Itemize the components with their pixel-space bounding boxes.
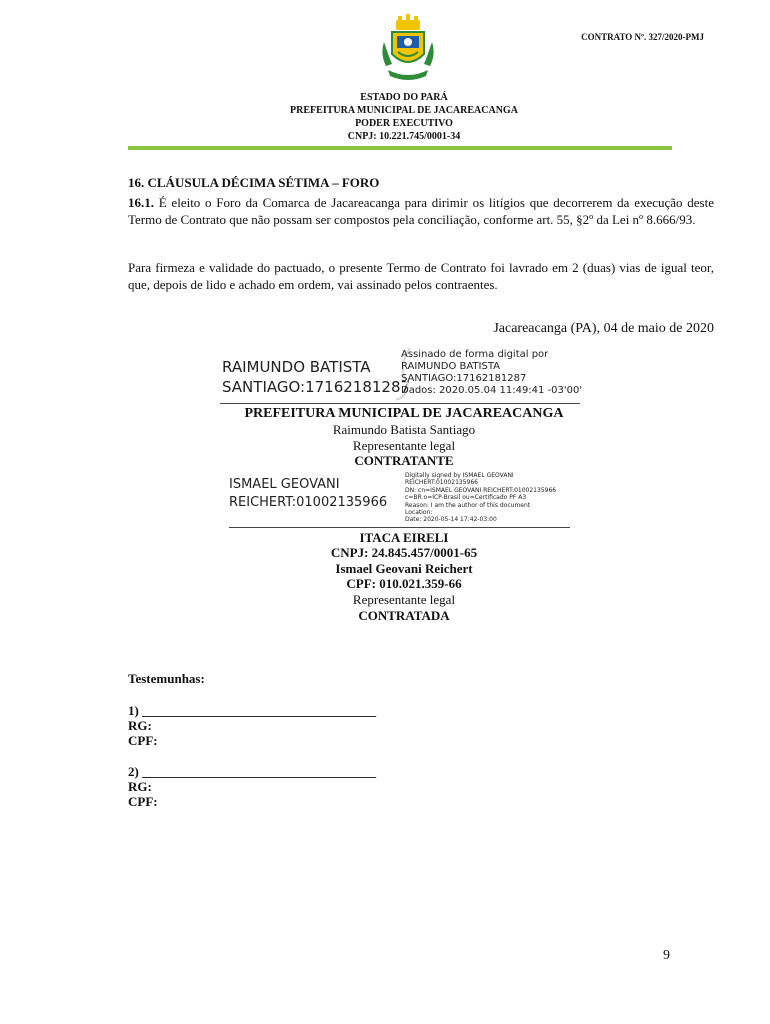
signature2-line bbox=[229, 527, 570, 528]
signature1-line bbox=[220, 403, 580, 404]
municipal-seal-icon bbox=[378, 14, 438, 84]
contratada-cnpj: CNPJ: 24.845.457/0001-65 bbox=[330, 545, 478, 560]
header-cnpj: CNPJ: 10.221.745/0001-34 bbox=[347, 131, 461, 142]
clause-item bbox=[128, 194, 714, 228]
contratante-person: Raimundo Batista Santiago bbox=[332, 422, 476, 437]
contratante-label: CONTRATANTE bbox=[354, 453, 454, 468]
witness2-cpf: CPF: bbox=[128, 794, 158, 809]
contratante-entity: PREFEITURA MUNICIPAL DE JACAREACANGA bbox=[244, 406, 564, 421]
clause-item-number: 16.1. bbox=[128, 195, 154, 210]
witness1-rg: RG: bbox=[128, 718, 152, 733]
signature2-name: ISMAEL GEOVANI REICHERT:01002135966 bbox=[229, 477, 388, 510]
state-name: ESTADO DO PARÁ bbox=[360, 92, 448, 103]
place-date: Jacareacanga (PA), 04 de maio de 2020 bbox=[493, 321, 714, 336]
witness1-line: 1) ____________________________________ bbox=[128, 703, 377, 718]
header-divider bbox=[128, 146, 672, 150]
signature2-certificate: Digitally signed by ISMAEL GEOVANI REICHERT:01002135966 DN: cn=ISMAEL GEOVANI REICHERT:01002135966 c=BR o=ICP-Brasil ou=Certificado PF A3 Reason: I am the author of this document Location: Date: 2020-05-14 17:42-03:00 bbox=[405, 472, 557, 524]
contratada-cpf: CPF: 010.021.359-66 bbox=[346, 576, 462, 591]
signature1-name: RAIMUNDO BATISTA SANTIAGO:17162181287 bbox=[222, 358, 411, 396]
contratante-role: Representante legal bbox=[352, 438, 456, 453]
witnesses-title: Testemunhas: bbox=[128, 671, 205, 686]
municipality-name: PREFEITURA MUNICIPAL DE JACAREACANGA bbox=[290, 105, 518, 116]
contratada-role: Representante legal bbox=[352, 592, 456, 607]
contract-number: CONTRATO Nº. 327/2020-PMJ bbox=[581, 32, 704, 42]
witness2-rg: RG: bbox=[128, 779, 152, 794]
page-number: 9 bbox=[663, 948, 670, 963]
clause-title: 16. CLÁUSULA DÉCIMA SÉTIMA – FORO bbox=[128, 175, 380, 190]
branch-name: PODER EXECUTIVO bbox=[355, 118, 453, 129]
witness1-cpf: CPF: bbox=[128, 733, 158, 748]
clause-item-text: É eleito o Foro da Comarca de Jacareacanga para dirimir os litígios que decorrerem da execução deste Termo de Contrato que não possam ser compostos pela conciliação, conforme art. 55, §2º da Lei nº 8.666/93. bbox=[128, 195, 714, 227]
contratada-company: ITACA EIRELI bbox=[359, 530, 449, 545]
signature1-certificate: Assinado de forma digital por RAIMUNDO BATISTA SANTIAGO:17162181287 Dados: 2020.05.04 11:49:41 -03'00' bbox=[401, 349, 583, 396]
contratada-label: CONTRATADA bbox=[358, 608, 450, 623]
contratada-person: Ismael Geovani Reichert bbox=[335, 561, 473, 576]
closing-paragraph: Para firmeza e validade do pactuado, o presente Termo de Contrato foi lavrado em 2 (duas) vias de igual teor, que, depois de lido e achado em ordem, vai assinado pelos contraentes. bbox=[128, 260, 714, 292]
witness2-line: 2) ____________________________________ bbox=[128, 764, 377, 779]
